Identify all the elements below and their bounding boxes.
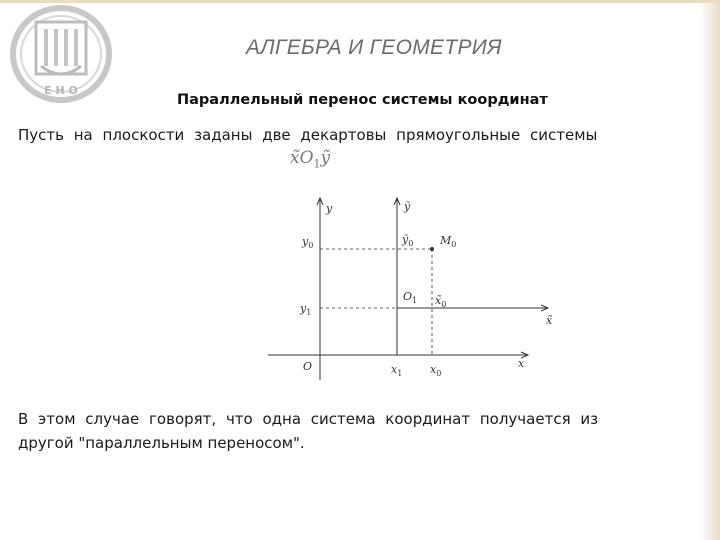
label-x1: $x_1$ [391,363,403,378]
intro-text: Пусть на плоскости заданы две декартовы прямоугольные системы [18,126,598,144]
section-subtitle: Параллельный перенос системы координат [177,92,548,108]
label-x: x [518,357,525,370]
label-x-tilde0: $x̃_0$ [435,294,447,309]
label-x0: $x_0$ [430,363,442,378]
label-y0: $y_0$ [302,235,314,250]
label-origin: O [303,360,313,373]
formula-sub: 1 [313,157,321,171]
formula-x: x̃O [290,148,314,168]
label-x-tilde: x̃ [546,314,553,327]
formula-y: ỹ [320,148,331,168]
label-m0: $M_0$ [440,234,457,249]
label-y1: $y_1$ [300,302,312,317]
logo-letters: Е Н О [44,84,78,97]
label-y: y [326,202,333,215]
page-title: АЛГЕБРА И ГЕОМЕТРИЯ [246,36,502,59]
label-o1: $O_1$ [403,290,418,305]
label-y-tilde0: ỹ$_0$ [402,233,414,248]
conclusion-line-2: другой "параллельным переносом". [18,434,305,452]
label-y-tilde: ỹ [404,200,411,213]
conclusion-line-1: В этом случае говорят, что одна система координат получается из [18,410,599,428]
point-m0 [430,247,434,251]
